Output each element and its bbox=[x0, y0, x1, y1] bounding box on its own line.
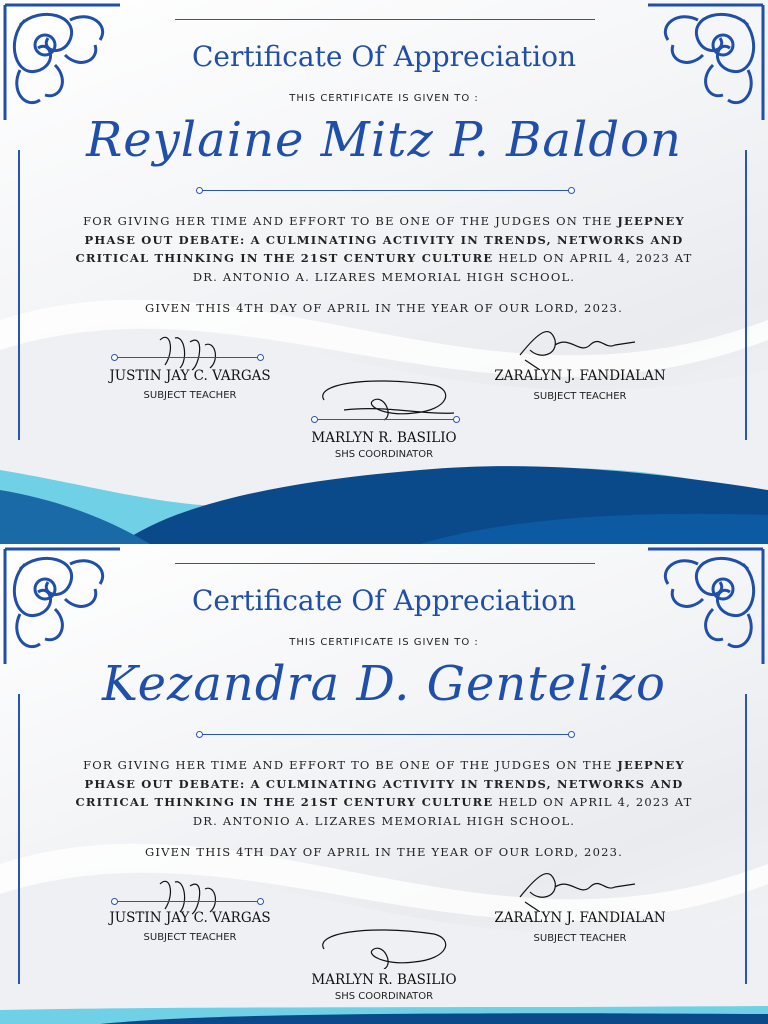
signature-dot-right bbox=[257, 354, 264, 361]
signatory-role: SHS COORDINATOR bbox=[334, 991, 434, 1002]
date-line: GIVEN THIS 4TH DAY OF APRIL IN THE YEAR OF OUR LORD, 2023. bbox=[145, 845, 623, 859]
signatory-center bbox=[284, 375, 484, 465]
signature-line bbox=[115, 357, 261, 358]
underline-dot-left bbox=[196, 731, 203, 738]
signature-scribble bbox=[510, 862, 640, 912]
citation-intro: FOR GIVING HER TIME AND EFFORT TO BE ONE OF THE JUDGES ON THE bbox=[83, 214, 618, 228]
signature-scribble bbox=[304, 375, 464, 425]
certificate-title: Certificate Of Appreciation bbox=[191, 584, 577, 617]
underline-dot-right bbox=[568, 731, 575, 738]
date-line: GIVEN THIS 4TH DAY OF APRIL IN THE YEAR OF OUR LORD, 2023. bbox=[145, 301, 623, 315]
top-rule bbox=[175, 19, 595, 20]
signature-dot-left bbox=[111, 354, 118, 361]
signatory-left bbox=[90, 874, 290, 954]
signature-dot-left bbox=[111, 898, 118, 905]
signature-line bbox=[315, 419, 457, 420]
signature-dot-right bbox=[257, 898, 264, 905]
bottom-wave bbox=[0, 460, 768, 544]
left-rule bbox=[18, 694, 20, 984]
top-rule bbox=[175, 563, 595, 564]
event-name: JEEPNEY PHASE OUT DEBATE: A CULMINATING ACTIVITY IN TRENDS, NETWORKS AND CRITICAL THINKING IN THE 21ST CENTURY CULTURE bbox=[75, 758, 685, 809]
certificate-2 bbox=[0, 544, 768, 1024]
signature-dot-left bbox=[311, 416, 318, 423]
name-underline bbox=[200, 190, 572, 191]
citation-text bbox=[68, 212, 700, 286]
given-to-label: THIS CERTIFICATE IS GIVEN TO : bbox=[289, 93, 479, 104]
signatory-name: MARLYN R. BASILIO bbox=[311, 972, 457, 988]
right-rule bbox=[745, 694, 747, 984]
signatory-name: MARLYN R. BASILIO bbox=[311, 430, 457, 446]
signatory-name: ZARALYN J. FANDIALAN bbox=[494, 368, 666, 384]
signatory-role: SUBJECT TEACHER bbox=[533, 391, 627, 402]
recipient-name: Kezandra D. Gentelizo bbox=[102, 656, 666, 712]
citation-venue: HELD ON APRIL 4, 2023 AT DR. ANTONIO A. LIZARES MEMORIAL HIGH SCHOOL. bbox=[192, 251, 693, 284]
given-to-label: THIS CERTIFICATE IS GIVEN TO : bbox=[289, 637, 479, 648]
signatory-name: JUSTIN JAY C. VARGAS bbox=[109, 368, 271, 384]
certificate-title: Certificate Of Appreciation bbox=[191, 40, 577, 73]
signature-line bbox=[115, 901, 261, 902]
signature-scribble bbox=[304, 924, 464, 969]
signatory-role: SUBJECT TEACHER bbox=[143, 932, 237, 943]
signatory-right bbox=[480, 862, 680, 952]
signature-scribble bbox=[510, 320, 640, 370]
left-rule bbox=[18, 150, 20, 440]
signatory-role: SUBJECT TEACHER bbox=[143, 390, 237, 401]
recipient-name: Reylaine Mitz P. Baldon bbox=[86, 112, 682, 168]
signatory-right bbox=[480, 320, 680, 410]
signatory-name: JUSTIN JAY C. VARGAS bbox=[109, 910, 271, 926]
signatory-left bbox=[90, 330, 290, 410]
event-name: JEEPNEY PHASE OUT DEBATE: A CULMINATING ACTIVITY IN TRENDS, NETWORKS AND CRITICAL THINKING IN THE 21ST CENTURY CULTURE bbox=[75, 214, 685, 265]
signatory-role: SUBJECT TEACHER bbox=[533, 933, 627, 944]
right-rule bbox=[745, 150, 747, 440]
underline-dot-right bbox=[568, 187, 575, 194]
signatory-name: ZARALYN J. FANDIALAN bbox=[494, 910, 666, 926]
citation-text bbox=[68, 756, 700, 830]
signatory-role: SHS COORDINATOR bbox=[334, 449, 434, 460]
citation-intro: FOR GIVING HER TIME AND EFFORT TO BE ONE OF THE JUDGES ON THE bbox=[83, 758, 618, 772]
signatory-center bbox=[284, 919, 484, 1009]
signature-dot-right bbox=[453, 416, 460, 423]
citation-venue: HELD ON APRIL 4, 2023 AT DR. ANTONIO A. LIZARES MEMORIAL HIGH SCHOOL. bbox=[192, 795, 693, 828]
underline-dot-left bbox=[196, 187, 203, 194]
name-underline bbox=[200, 734, 572, 735]
